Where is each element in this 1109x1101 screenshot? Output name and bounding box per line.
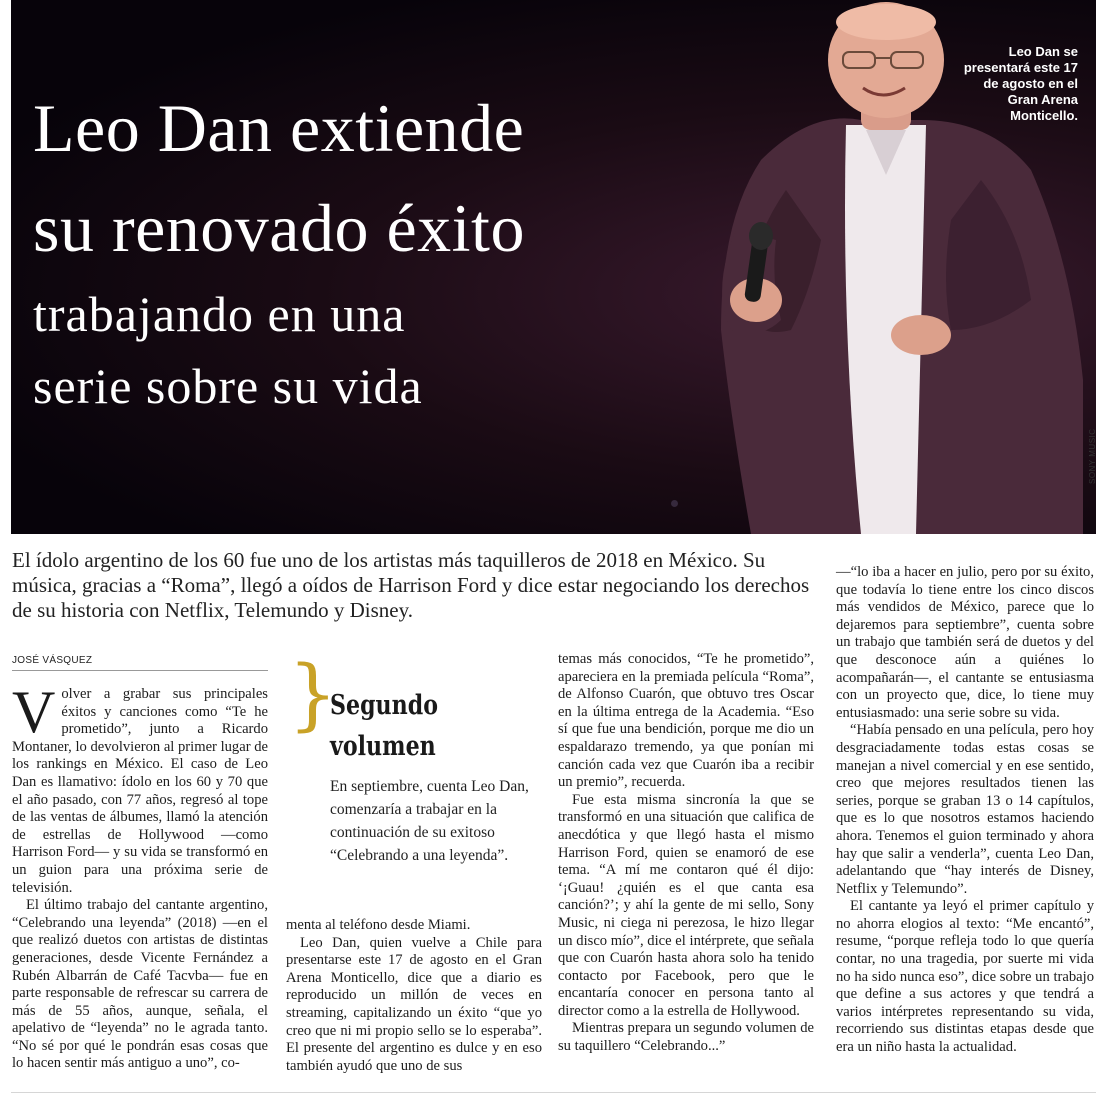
- drop-cap: V: [12, 679, 56, 745]
- article-column-4: [836, 564, 1094, 1057]
- photo-credit: SONY MUSIC: [1088, 428, 1097, 484]
- hero-photo: [11, 0, 1096, 534]
- sidebar-text: En septiembre, cuenta Leo Dan, comenzaría a trabajar en la continuación de su exitoso “Celebrando a una leyenda”.: [330, 778, 529, 864]
- headline-line-4: serie sobre su vida: [33, 358, 423, 414]
- article-column-2: [286, 917, 542, 1075]
- paragraph: [12, 679, 268, 897]
- paragraph: Mientras prepara un segundo volumen de su taquillero “Celebrando...”: [558, 1020, 814, 1055]
- article-deck: El ídolo argentino de los 60 fue uno de los artistas más taquilleros de 2018 en México. Su música, gracias a “Roma”, llegó a oídos de Harrison Ford y dice estar negociando los derechos de su historia con Netflix, Telemundo y Disney.: [12, 548, 810, 622]
- paragraph: El último trabajo del cantante argentino, “Celebrando una leyenda” (2018) —en el que realizó duetos con artistas de distintas generaciones, desde Vicente Fernández a Rubén Albarrán de Café Tacvba— fue en parte responsable de refrescar su carrera de más de 55 años, aunque, señala, el apelativo de “leyenda” no le agrada tanto. “No sé por qué le pondrán esas cosas que lo hacen sentir más antiguo a uno”, co-: [12, 897, 268, 1072]
- paragraph: “Había pensado en una película, pero hoy desgraciadamente todas estas cosas se manejan a nivel comercial y en ese sentido, creo que mejores resultados tienen las series, porque se graban 13 o 14 capítulos, que es lo que nosotros estamos haciendo ahora. Tenemos el guion terminado y ahora hay que salir a venderla”, cuenta Leo Dan, adelantando que “hay interés de Disney, Netflix y Telemundo”.: [836, 722, 1094, 897]
- paragraph: menta al teléfono desde Miami.: [286, 917, 471, 933]
- photo-caption: Leo Dan se presentará este 17 de agosto en el Gran Arena Monticello.: [963, 44, 1078, 123]
- paragraph: temas más conocidos, “Te he prometido”, apareciera en la premiada película “Roma”, de Alfonso Cuarón, que obtuvo tres Oscar en la última entrega de la Academia. “Eso sí que fue una bendición, porque me dio un espaldarazo tremendo, ya que ponían mi canción cada vez que Cuarón iba a recibir un premio”, recuerda.: [558, 651, 814, 791]
- headline-line-1: Leo Dan extiende: [33, 90, 525, 166]
- sidebar-title: Segundo volumen: [330, 690, 439, 762]
- bottom-divider: [11, 1092, 1096, 1093]
- brace-icon: }: [288, 650, 338, 740]
- paragraph: El cantante ya leyó el primer capítulo y no ahorra elogios al texto: “Me encantó”, resume, “porque refleja todo lo que quería contar, no una tragedia, por suerte mi vida no ha sido nunca eso”, dice sobre un trabajo que define a sus actores y que tendrá a varios intérpretes representando su vida, recorriendo sus distintas etapas desde que era un niño hasta la actualidad.: [836, 898, 1094, 1056]
- headline: [33, 78, 525, 422]
- article-column-3: [558, 651, 814, 1056]
- bokeh-light: [671, 500, 678, 507]
- paragraph: —“lo iba a hacer en julio, pero por su éxito, que todavía lo tiene entre los cinco discos más vendidos de México, parece que lo dejaremos para septiembre”, cuenta sobre un trabajo que también será de duetos y del que desconoce aún a quiénes lo acompañarán—, el cantante se entusiasma con un proyecto que, dice, lo tiene muy entusiasmado: una serie sobre su vida.: [836, 564, 1094, 721]
- headline-line-3: trabajando en una: [33, 286, 406, 342]
- paragraph: Leo Dan, quien vuelve a Chile para presentarse este 17 de agosto en el Gran Arena Monticello, dice que a diario es reproducido un millón de veces en streaming, capitalizando un éxito “que yo creo que ni mi propio sello se lo esperaba”. El presente del argentino es dulce y en eso también ayudó que uno de sus: [286, 934, 542, 1074]
- paragraph-text: olver a grabar sus principales éxitos y canciones como “Te he prometido”, junto a Ricardo Montaner, lo devolvieron al primer lugar de los rankings en México. El caso de Leo Dan es llamativo: ídolo en los 60 y 70 que el año pasado, con 77 años, regresó al tope de las ventas de álbumes, llamó la atención de estrellas de Hollywood —como Harrison Ford— y su vida se transformó en un guion para una próxima serie de televisión.: [12, 686, 268, 896]
- paragraph: Fue esta misma sincronía la que se transformó en una situación que califica de anecdótica y que llegó hasta el mismo Harrison Ford, quien se enamoró de ese tema. “A mí me contaron qué él dijo: ‘¡Guau! ¿quién es el que canta esa canción?’; y ahí la gente de mi sello, Sony Music, ni ciega ni perezosa, le hizo llegar un disco mío”, dice el intérprete, que señala que con Cuarón hasta ahora solo ha tenido contacto por Facebook, pero que le encantaría conocer en persona tanto al director como a la estrella de Hollywood.: [558, 791, 814, 1019]
- byline: JOSÉ VÁSQUEZ: [12, 655, 268, 671]
- headline-line-2: su renovado éxito: [33, 190, 525, 266]
- article-column-1: [12, 679, 268, 1073]
